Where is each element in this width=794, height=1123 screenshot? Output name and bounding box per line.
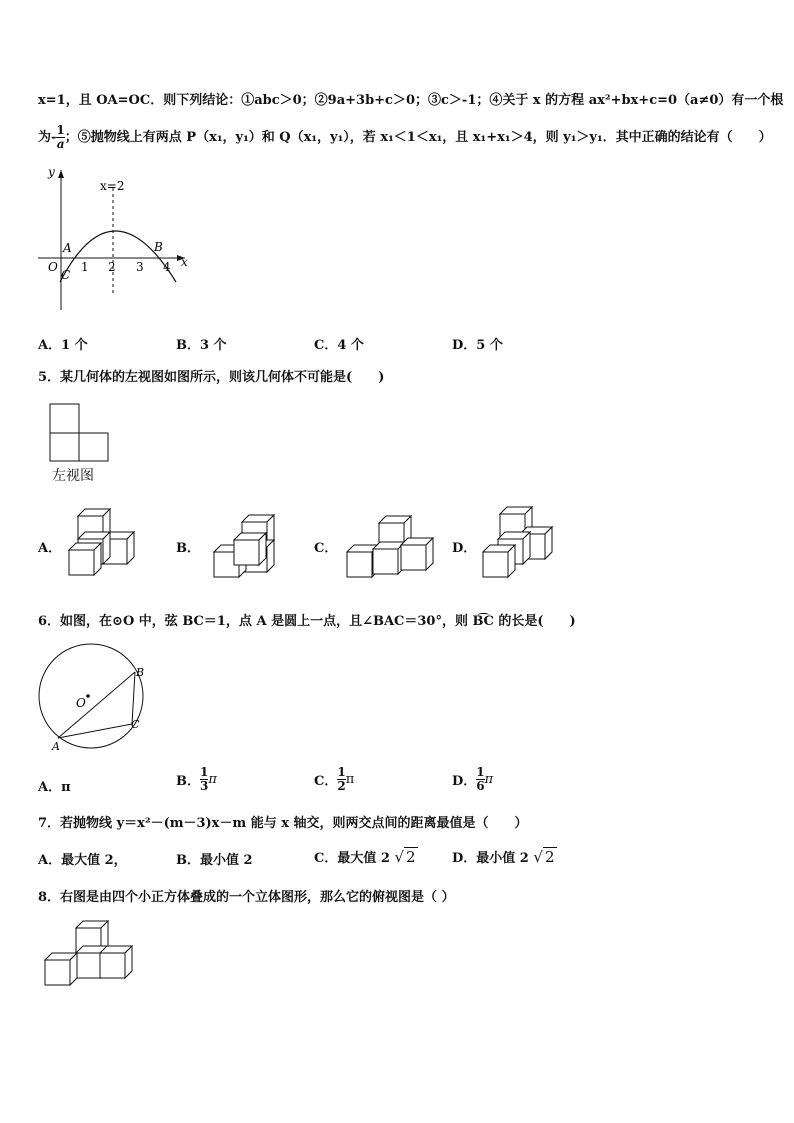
q4-option-a[interactable]: A．1 个 xyxy=(38,338,88,353)
q5-option-b[interactable]: B． xyxy=(176,541,200,556)
frac-num: 1 xyxy=(476,765,485,779)
circle-point-b: B xyxy=(136,666,145,679)
q6-option-d-fraction xyxy=(476,766,484,793)
q6-circle-figure xyxy=(36,642,148,754)
q4-line-2-rest: ；⑤抛物线上有两点 P（x₁，y₁）和 Q（x₁，y₁），若 x₁＜1＜x₁，且 x₁+x₁＞4，则 y₁＞y₁．其中正确的结论有（ ） xyxy=(64,130,772,145)
q5-option-b-solid xyxy=(206,510,286,580)
frac-num: 1 xyxy=(200,765,209,779)
q5-option-c[interactable]: C． xyxy=(314,541,338,556)
q4-frac-den: a xyxy=(56,137,65,151)
q7-option-c-label: C．最大值 2 xyxy=(314,851,390,866)
frac-num: 1 xyxy=(337,765,346,779)
graph-axis-of-symmetry-label: x=2 xyxy=(100,179,125,193)
q5-option-d-solid xyxy=(480,505,564,583)
graph-point-a: A xyxy=(63,241,72,255)
q7-option-a[interactable]: A．最大值 2， xyxy=(38,853,127,868)
q7-question: 7．若抛物线 y＝x²－(m－3)x－m 能与 x 轴交，则两交点间的距离最值是（ ） xyxy=(38,816,528,831)
cube xyxy=(234,533,266,565)
circle-point-a: A xyxy=(52,740,60,753)
q6-option-d[interactable] xyxy=(452,766,493,793)
graph-x-label: x xyxy=(181,255,188,269)
graph-tick-4: 4 xyxy=(163,260,171,274)
q7-option-d[interactable] xyxy=(452,847,557,866)
q7-option-d-label: D．最小值 2 xyxy=(452,851,529,866)
q7-option-b[interactable]: B．最小值 2 xyxy=(176,853,253,868)
sqrt-symbol: √ 2 xyxy=(394,848,416,866)
graph-tick-1: 1 xyxy=(81,260,89,274)
pi-symbol: π xyxy=(345,772,355,787)
q8-question: 8．右图是由四个小正方体叠成的一个立体图形，那么它的俯视图是（ ） xyxy=(38,890,455,905)
q5-view-caption: 左视图 xyxy=(52,468,94,484)
pi-symbol: π xyxy=(208,772,217,787)
cube xyxy=(69,543,101,575)
q6-question: 6．如图，在⊙O 中，弦 BC＝1，点 A 是圆上一点，且∠BAC＝30°，则 B͡C 的长是( ) xyxy=(38,614,576,629)
q5-question: 5．某几何体的左视图如图所示，则该几何体不可能是( ) xyxy=(38,370,385,385)
q5-option-a[interactable]: A． xyxy=(38,541,62,556)
circle-point-c: C xyxy=(131,718,140,731)
cube xyxy=(45,953,77,985)
q4-option-c[interactable]: C．4 个 xyxy=(314,338,364,353)
cube xyxy=(401,538,433,570)
q5-left-view-figure xyxy=(48,402,112,462)
sqrt-symbol: √ 2 xyxy=(533,848,555,866)
q6-option-c[interactable] xyxy=(314,766,354,793)
graph-point-b: B xyxy=(154,240,163,254)
q5-option-a-solid xyxy=(66,506,142,578)
q5-option-c-solid xyxy=(343,512,443,580)
q4-option-b[interactable]: B．3 个 xyxy=(176,338,227,353)
cube xyxy=(373,542,405,574)
q4-fraction xyxy=(56,124,64,151)
sqrt-radicand: 2 xyxy=(544,848,555,866)
graph-tick-2: 2 xyxy=(108,260,116,274)
q8-solid-figure xyxy=(42,918,142,990)
graph-tick-3: 3 xyxy=(136,260,144,274)
frac-den: 3 xyxy=(200,779,209,793)
q4-frac-num: 1 xyxy=(56,123,65,137)
q4-line-1: x=1，且 OA=OC．则下列结论：①abc＞0；②9a+3b+c＞0；③c＞-1；④关于 x 的方程 ax²+bx+c=0（a≠0）有一个根 xyxy=(38,93,784,108)
circle-center-o: O xyxy=(76,696,86,710)
pi-symbol: π xyxy=(484,772,494,787)
q4-option-d[interactable]: D．5 个 xyxy=(452,338,503,353)
frac-den: 6 xyxy=(476,779,485,793)
q6-option-c-fraction xyxy=(337,766,345,793)
q6-option-d-label: D． xyxy=(452,774,477,789)
q4-line-2-prefix: 为- xyxy=(38,130,57,145)
q6-option-b[interactable] xyxy=(176,766,217,793)
q6-option-a[interactable]: A．π xyxy=(38,780,71,795)
graph-point-c: C xyxy=(61,268,71,282)
sqrt-radicand: 2 xyxy=(406,848,416,866)
q4-line-2 xyxy=(38,124,772,151)
q6-option-c-label: C． xyxy=(314,774,338,789)
cube xyxy=(483,545,515,577)
cube xyxy=(100,946,132,978)
q7-option-c[interactable] xyxy=(314,847,418,866)
q4-parabola-graph xyxy=(30,160,200,320)
q6-option-b-label: B． xyxy=(176,774,200,789)
q5-option-d[interactable]: D． xyxy=(452,541,477,556)
frac-den: 2 xyxy=(337,779,346,793)
graph-origin: O xyxy=(48,260,58,274)
graph-y-label: y xyxy=(48,165,55,179)
